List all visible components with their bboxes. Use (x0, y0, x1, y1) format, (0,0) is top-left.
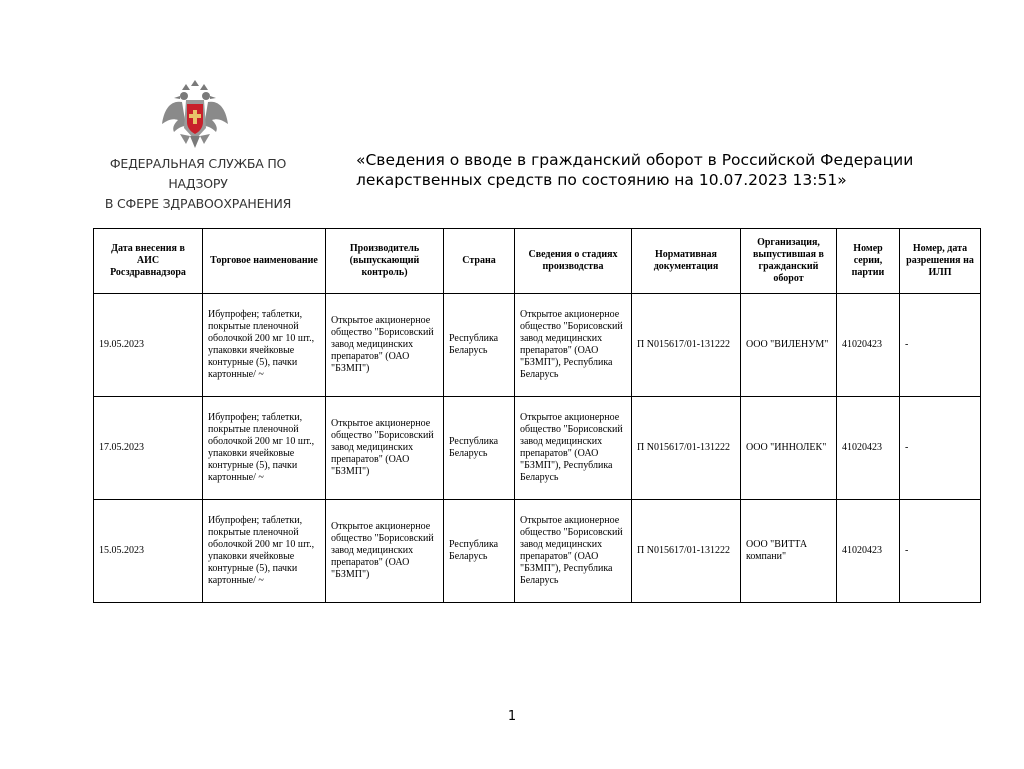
column-header-date: Дата внесения в АИС Росздравнадзора (94, 229, 203, 294)
cell-permit: - (900, 500, 981, 603)
double-headed-eagle-emblem-icon (162, 80, 228, 150)
cell-manufacturer: Открытое акционерное общество "Борисовский завод медицинских препаратов" (ОАО "БЗМП") (326, 397, 444, 500)
document-title-line1: «Сведения о вводе в гражданский оборот в Российской Федерации (356, 151, 914, 169)
cell-trade-name: Ибупрофен; таблетки, покрытые пленочной оболочкой 200 мг 10 шт., упаковки ячейковые контурные (5), пачки картонные/ ~ (203, 500, 326, 603)
cell-manufacturer: Открытое акционерное общество "Борисовский завод медицинских препаратов" (ОАО "БЗМП") (326, 294, 444, 397)
registry-table (93, 228, 981, 603)
table-row (94, 397, 981, 500)
column-header-permit: Номер, дата разрешения на ИЛП (900, 229, 981, 294)
cell-organization: ООО "ИННОЛЕК" (741, 397, 837, 500)
cell-permit: - (900, 294, 981, 397)
cell-series: 41020423 (837, 294, 900, 397)
column-header-country: Страна (444, 229, 515, 294)
cell-stages: Открытое акционерное общество "Борисовский завод медицинских препаратов" (ОАО "БЗМП"), Республика Беларусь (515, 500, 632, 603)
column-header-trade-name: Торговое наименование (203, 229, 326, 294)
column-header-stages: Сведения о стадиях производства (515, 229, 632, 294)
cell-permit: - (900, 397, 981, 500)
cell-date: 15.05.2023 (94, 500, 203, 603)
agency-name (88, 154, 308, 214)
cell-normative-doc: П N015617/01-131222 (632, 294, 741, 397)
table-row (94, 500, 981, 603)
table-header-row (94, 229, 981, 294)
page-number: 1 (507, 709, 517, 724)
cell-manufacturer: Открытое акционерное общество "Борисовский завод медицинских препаратов" (ОАО "БЗМП") (326, 500, 444, 603)
cell-organization: ООО "ВИЛЕНУМ" (741, 294, 837, 397)
cell-organization: ООО "ВИТТА компани" (741, 500, 837, 603)
cell-series: 41020423 (837, 397, 900, 500)
agency-name-line1: ФЕДЕРАЛЬНАЯ СЛУЖБА ПО НАДЗОРУ (109, 156, 287, 191)
cell-country: Республика Беларусь (444, 294, 515, 397)
document-title-line2: лекарственных средств по состоянию на 10.07.2023 13:51» (356, 171, 847, 189)
cell-date: 19.05.2023 (94, 294, 203, 397)
cell-date: 17.05.2023 (94, 397, 203, 500)
column-header-normative-doc: Нормативная документация (632, 229, 741, 294)
table-row (94, 294, 981, 397)
agency-name-line2: В СФЕРЕ ЗДРАВООХРАНЕНИЯ (104, 196, 292, 211)
column-header-series: Номер серии, партии (837, 229, 900, 294)
cell-stages: Открытое акционерное общество "Борисовский завод медицинских препаратов" (ОАО "БЗМП"), Республика Беларусь (515, 294, 632, 397)
document-title (356, 150, 916, 190)
cell-trade-name: Ибупрофен; таблетки, покрытые пленочной оболочкой 200 мг 10 шт., упаковки ячейковые контурные (5), пачки картонные/ ~ (203, 397, 326, 500)
cell-series: 41020423 (837, 500, 900, 603)
column-header-manufacturer: Производитель (выпускающий контроль) (326, 229, 444, 294)
cell-country: Республика Беларусь (444, 397, 515, 500)
column-header-organization: Организация, выпустившая в гражданский оборот (741, 229, 837, 294)
cell-normative-doc: П N015617/01-131222 (632, 500, 741, 603)
cell-stages: Открытое акционерное общество "Борисовский завод медицинских препаратов" (ОАО "БЗМП"), Республика Беларусь (515, 397, 632, 500)
cell-trade-name: Ибупрофен; таблетки, покрытые пленочной оболочкой 200 мг 10 шт., упаковки ячейковые контурные (5), пачки картонные/ ~ (203, 294, 326, 397)
cell-country: Республика Беларусь (444, 500, 515, 603)
cell-normative-doc: П N015617/01-131222 (632, 397, 741, 500)
